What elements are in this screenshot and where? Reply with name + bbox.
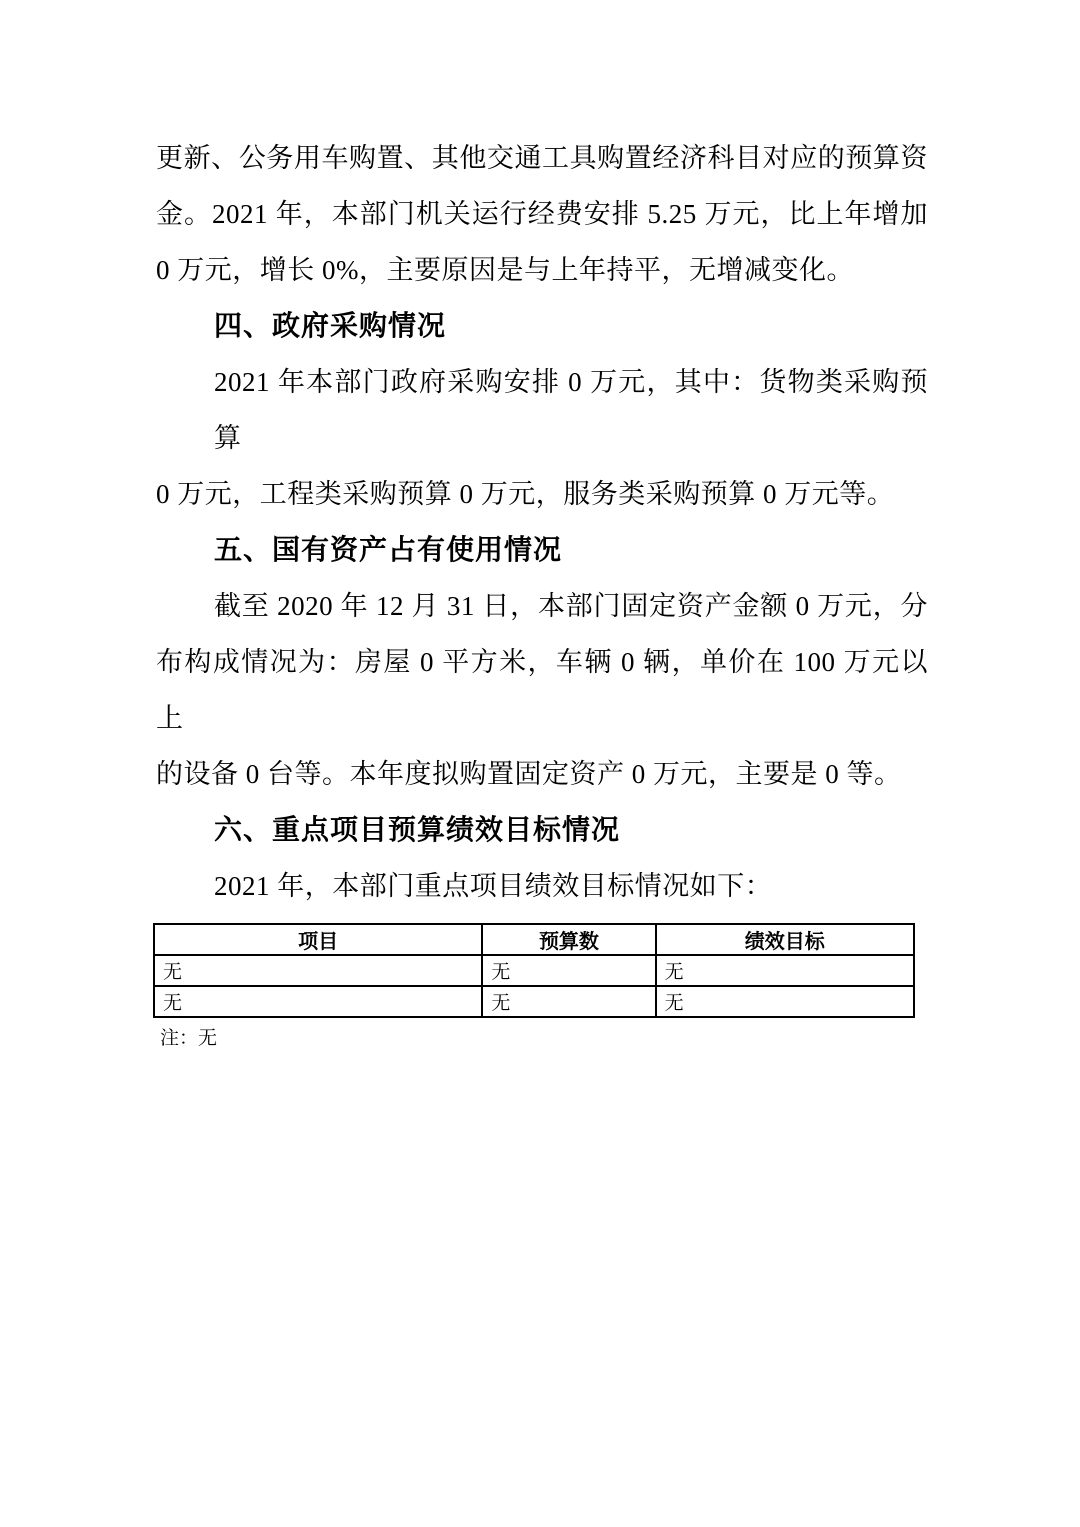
paragraph-line: 0 万元，工程类采购预算 0 万元，服务类采购预算 0 万元等。 (156, 479, 895, 509)
table-row (154, 955, 914, 986)
table-cell-budget: 无 (482, 955, 655, 986)
section-procurement (156, 298, 928, 522)
table-intro-line: 2021 年，本部门重点项目绩效目标情况如下： (214, 871, 773, 901)
table-cell-project: 无 (154, 955, 482, 986)
section-performance-goals (156, 802, 928, 1054)
performance-goals-table (153, 923, 915, 1018)
section-heading-procurement: 四、政府采购情况 (214, 310, 447, 341)
document-content (156, 130, 928, 1054)
table-row (154, 986, 914, 1017)
paragraph-line: 0 万元，增长 0%，主要原因是与上年持平，无增减变化。 (156, 255, 854, 285)
table-header-target: 绩效目标 (656, 924, 914, 955)
table-cell-budget: 无 (482, 986, 655, 1017)
table-header-budget: 预算数 (482, 924, 655, 955)
table-cell-target: 无 (656, 986, 914, 1017)
table-cell-target: 无 (656, 955, 914, 986)
paragraph-line: 2021 年本部门政府采购安排 0 万元，其中：货物类采购预算 (214, 367, 928, 453)
section-heading-performance-goals: 六、重点项目预算绩效目标情况 (214, 814, 621, 845)
paragraph-line: 截至 2020 年 12 月 31 日，本部门固定资产金额 0 万元，分 (214, 591, 928, 621)
paragraph-line: 更新、公务用车购置、其他交通工具购置经济科目对应的预算资 (156, 143, 928, 173)
paragraph-continuation (156, 130, 928, 298)
paragraph-line: 布构成情况为：房屋 0 平方米，车辆 0 辆，单价在 100 万元以上 (156, 647, 928, 733)
section-state-assets (156, 522, 928, 802)
section-heading-state-assets: 五、国有资产占有使用情况 (214, 534, 563, 565)
table-header-project: 项目 (154, 924, 482, 955)
table-header-row (154, 924, 914, 955)
paragraph-line: 的设备 0 台等。本年度拟购置固定资产 0 万元，主要是 0 等。 (156, 759, 902, 789)
paragraph-line: 金。2021 年，本部门机关运行经费安排 5.25 万元，比上年增加 (156, 199, 928, 229)
table-cell-project: 无 (154, 986, 482, 1017)
table-note: 注：无 (160, 1028, 218, 1049)
